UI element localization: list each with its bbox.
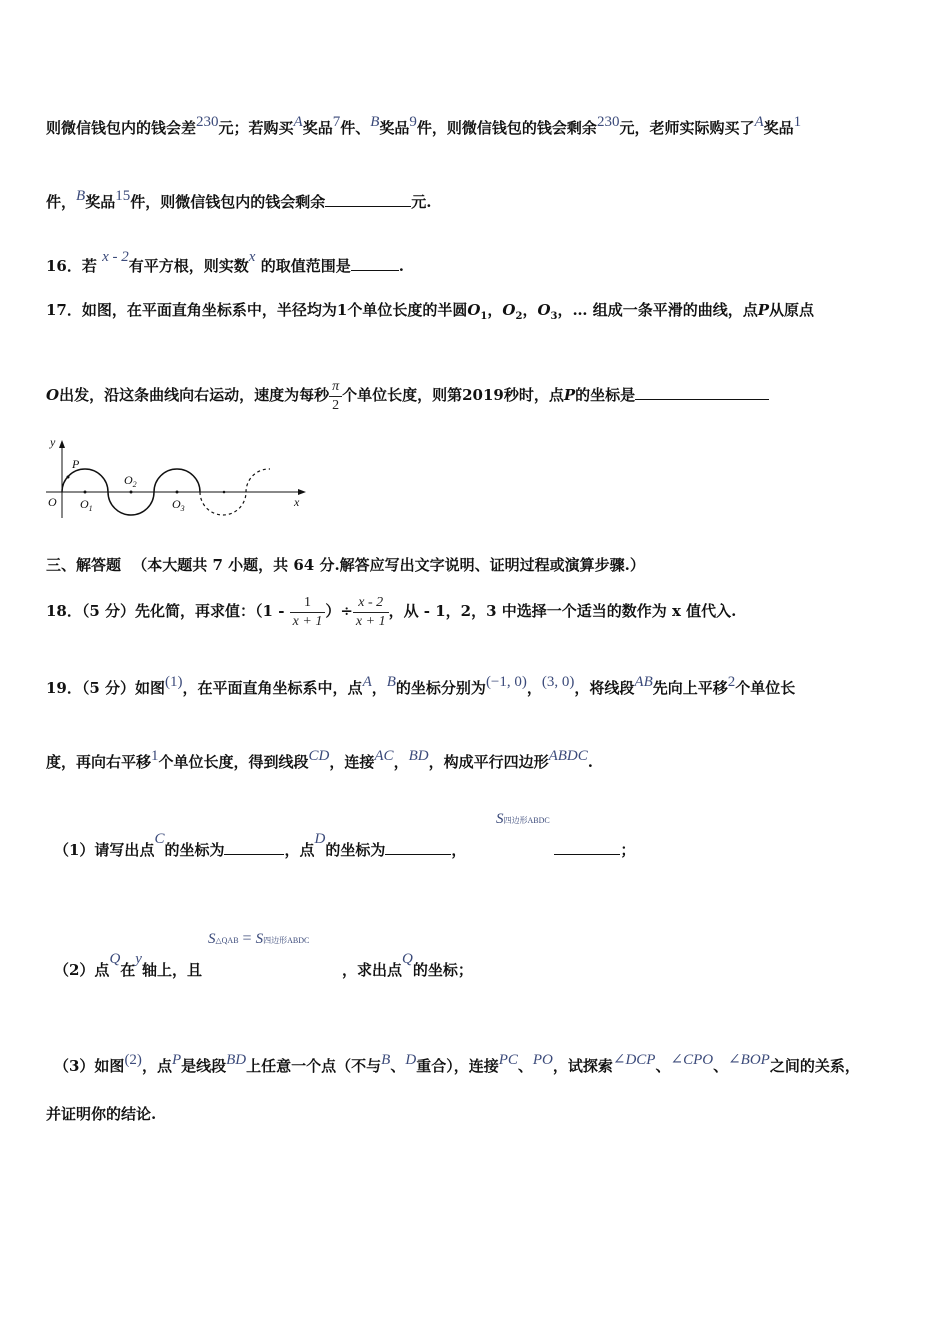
area-equation: S△QAB = S四边形ABDC [208,930,310,947]
label-o1: $O_1$ [80,497,93,513]
answer-blank-area[interactable] [554,840,620,855]
fraction-pi-over-2: $\frac{\pi}{2}$ [329,378,342,415]
label-o: O [48,495,57,509]
problem-19-line1: 19．（5 分）如图(1)，在平面直角坐标系中，点A，B的坐标分别为(−1, 0)，(3, 0)，将线段AB先向上平移2个单位长 [46,674,796,697]
answer-blank[interactable] [635,385,769,400]
fraction-x-minus-2-over-x-plus-1: $\frac{x - 2}{x + 1}$ [353,594,389,631]
point-o2 [130,491,133,494]
problem-16: 16．若 x - 2有平方根，则实数x 的取值范围是 . [46,249,404,275]
area-abdc-label: S四边形ABDC [496,811,550,827]
answer-blank[interactable] [325,192,411,207]
answer-blank-c[interactable] [224,840,284,855]
question-3-line2: 并证明你的结论. [46,1105,157,1123]
label-y: y [50,435,56,449]
answer-blank[interactable] [351,256,399,271]
label-p: P [72,457,80,471]
point-dot [223,491,226,494]
question-1: （1）请写出点C的坐标为 ，点D的坐标为 ， ； [54,831,636,859]
problem-17-line1: 17．如图，在平面直角坐标系中，半径均为1个单位长度的半圆$O_1$，$O_2$，$O_3$，… 组成一条平滑的曲线，点P从原点 [46,301,815,322]
label-x: x [294,495,300,509]
p15-line1: 则微信钱包内的钱会差230元；若购买A奖品7件、B奖品9件，则微信钱包的钱会剩余230元，老师实际购买了A奖品1 [46,114,802,137]
fraction-1-over-x-plus-1: $\frac{1}{x + 1}$ [290,594,326,631]
label-o3: $O_3$ [172,497,185,513]
label-o2: $O_2$ [124,473,137,489]
section-3-header: 三、解答题 （本大题共 7 小题，共 64 分.解答应写出文字说明、证明过程或演算步骤.） [46,556,645,574]
point-o1 [84,491,87,494]
question-3: （3）如图(2)，点P是线段BD上任意一个点（不与B、D重合），连接PC、PO，试探索∠DCP、∠CPO、∠BOP之间的关系， [54,1052,860,1075]
answer-blank-d[interactable] [385,840,451,855]
y-axis-arrow [59,440,65,448]
problem-17-line2: O出发，沿这条曲线向右运动，速度为每秒 $\frac{\pi}{2}$ 个单位长度，则第2019秒时，点P的坐标是 [46,377,769,415]
problem-19-line2: 度，再向右平移1个单位长度，得到线段CD，连接AC，BD，构成平行四边形ABDC. [46,748,593,771]
point-o3 [176,491,179,494]
p15-line2: 件，B奖品15件，则微信钱包内的钱会剩余 元. [46,188,432,211]
problem-18: 18．（5 分）先化简，再求值：（1 - $\frac{1}{x + 1}$ ）÷ $\frac{x - 2}{x + 1}$ ，从 - 1，2，3 中选择一个适当的数作为 x 值代入. [46,594,737,629]
question-2: （2）点Q在y轴上，且 ，求出点Q的坐标； [54,951,473,979]
semicircle-curve-graph [40,432,320,522]
point-p [67,476,70,479]
